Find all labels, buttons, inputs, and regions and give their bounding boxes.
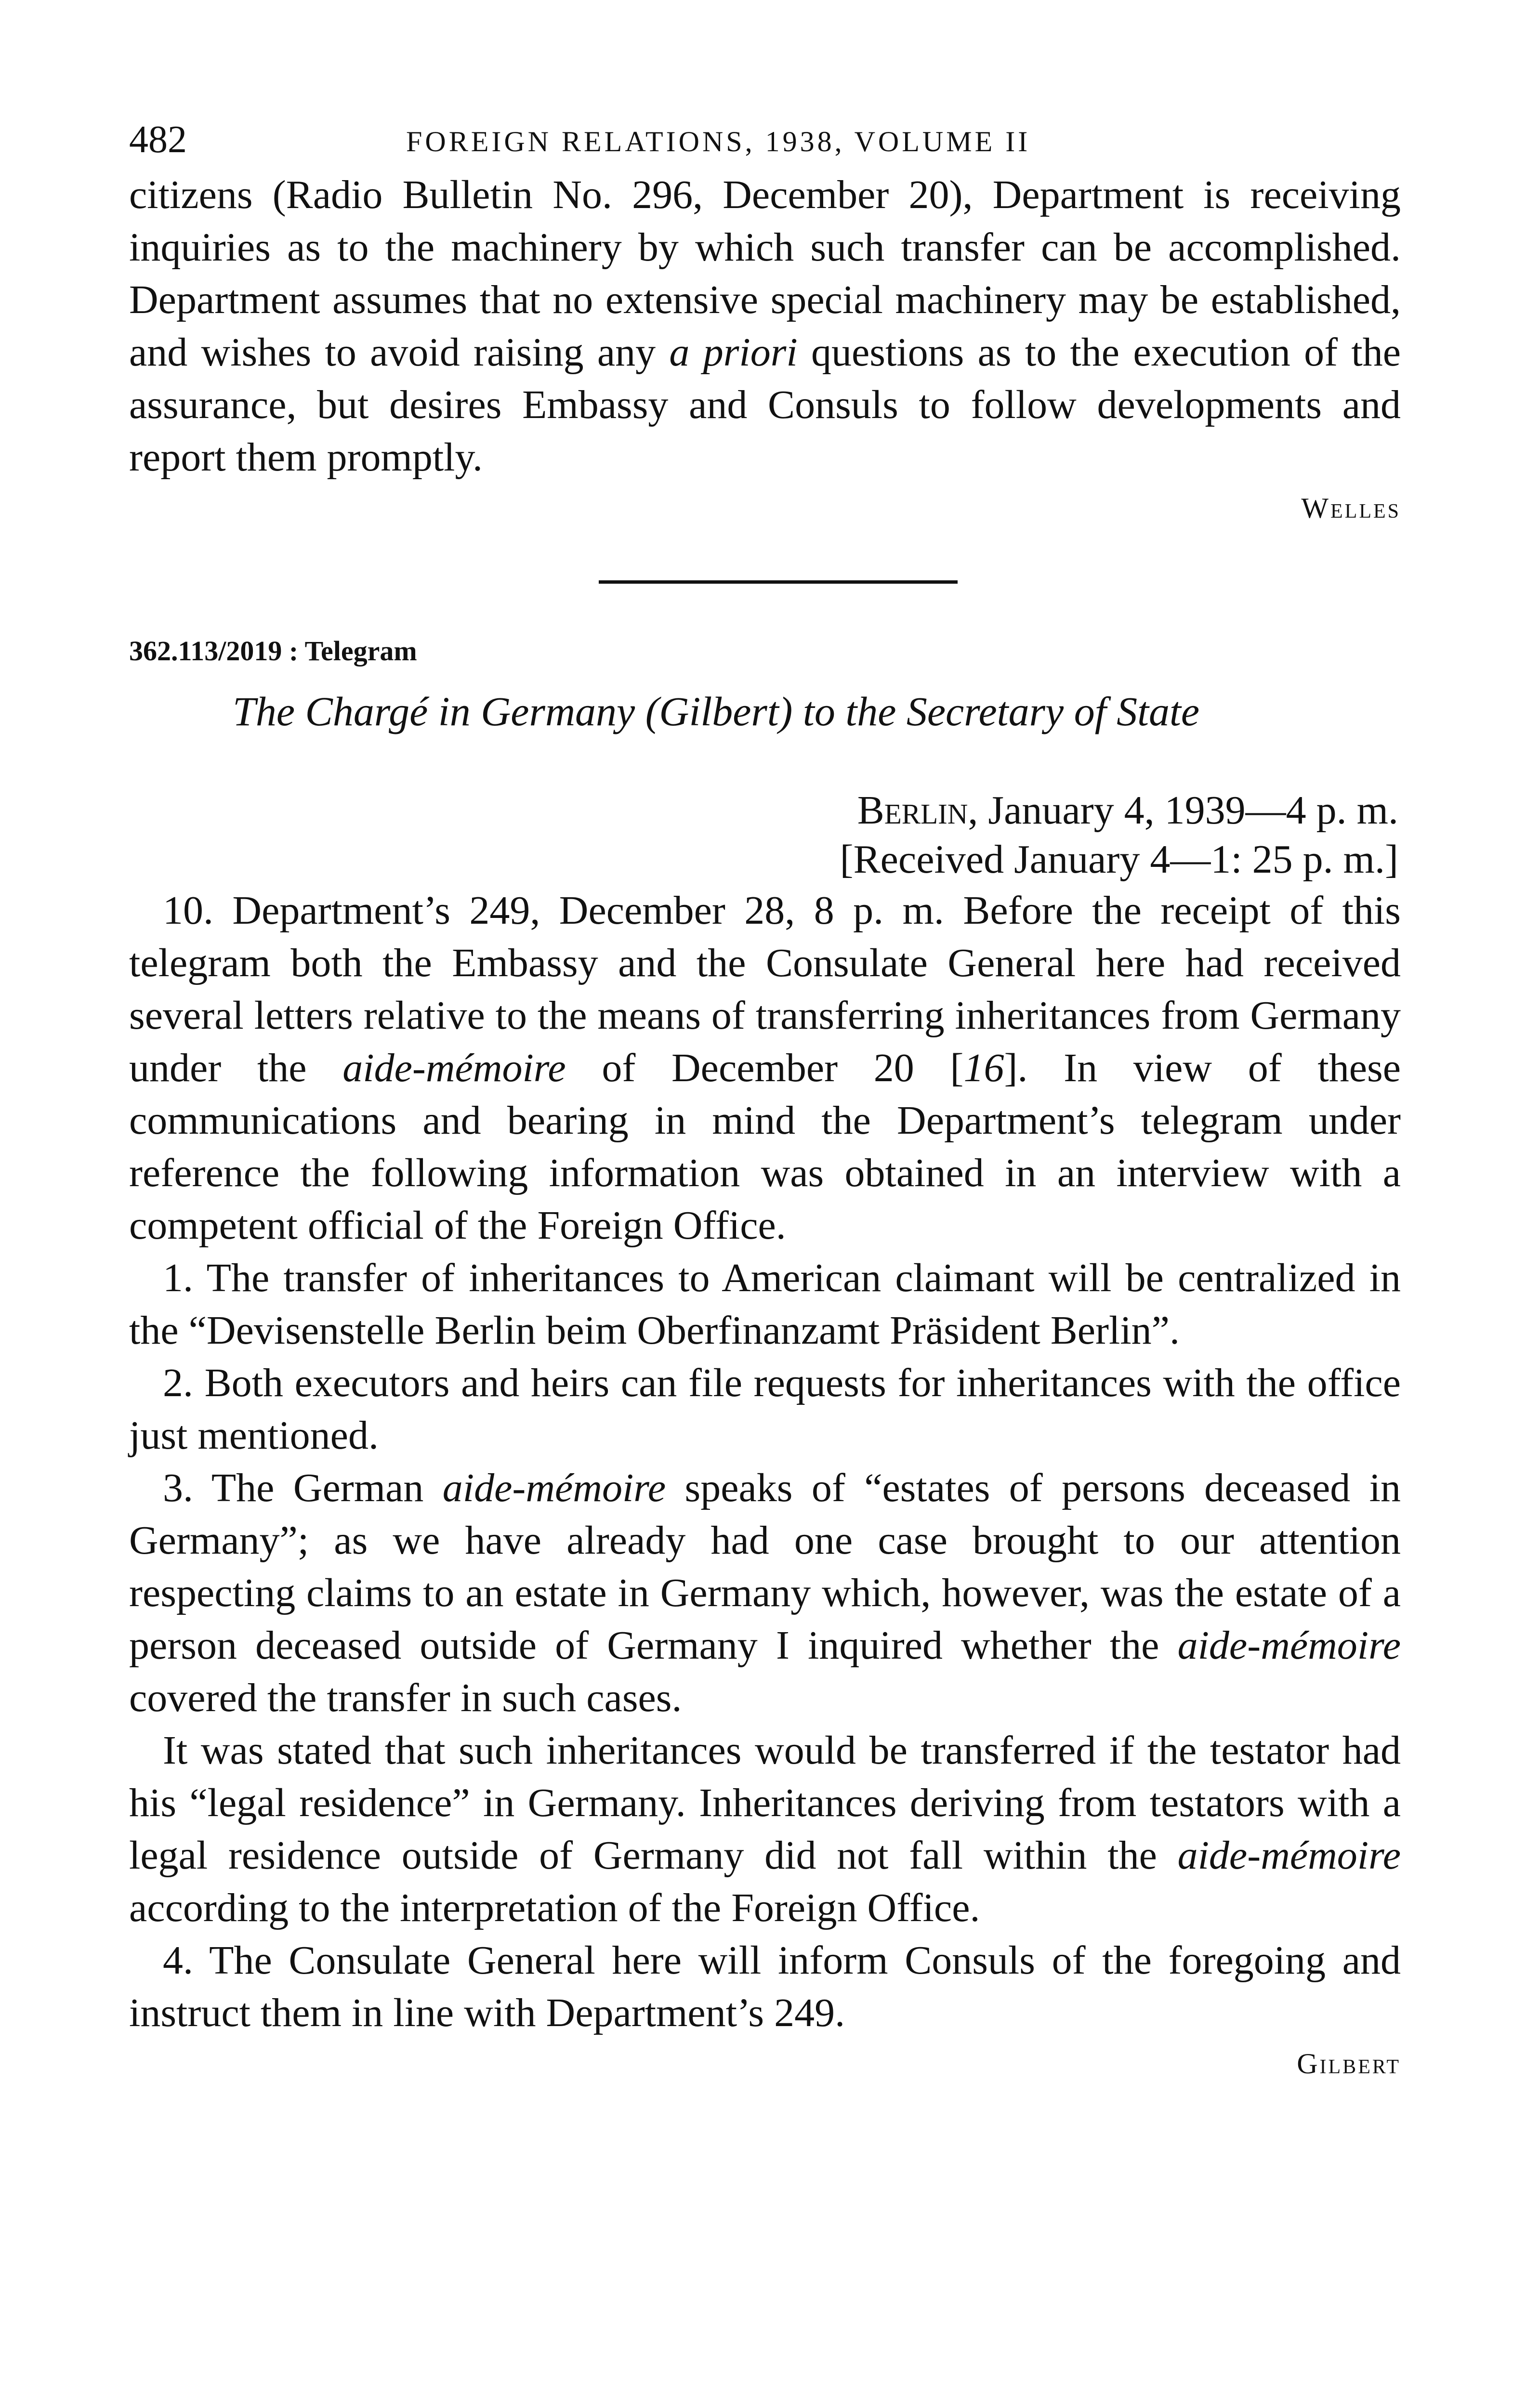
running-title: FOREIGN RELATIONS, 1938, VOLUME II: [406, 126, 1031, 157]
dateline-place: Berlin: [857, 788, 968, 833]
section-divider: [599, 580, 958, 584]
paragraph-3: 3. The German aide-mémoire speaks of “estates of persons deceased in Germany”; as we have already had one case brought to our attention respecting claims to an estate in Germany which, however, was the estate of a person deceased outside of Germany I inquired whether the aide-mémoire covered the transfer in such cases.: [129, 1466, 1401, 1720]
paragraph-legal-residence: It was stated that such inheritances would be transferred if the testator had his “legal residence” in Germany. Inheritances deriving from testators with a legal residence outside of Germany did not fall within the aide-mémoire according to the interpretation of the Foreign Office.: [129, 1728, 1401, 1930]
file-reference: 362.113/2019 : Telegram: [129, 635, 417, 667]
running-header: [129, 116, 1401, 169]
paragraph-2: 2. Both executors and heirs can file requests for inheritances with the office just mentioned.: [129, 1361, 1401, 1458]
page-number: 482: [129, 118, 187, 161]
paragraph-1: 1. The transfer of inheritances to American claimant will be centralized in the “Devisenstelle Berlin beim Oberfinanzamt Präsident Berlin”.: [129, 1256, 1401, 1353]
dateline: [129, 786, 1401, 884]
continued-paragraph: citizens (Radio Bulletin No. 296, December 20), Department is receiving inquiries as to the machinery by which such transfer can be accomplished. Department assumes that no extensive special machinery may be established, and wishes to avoid raising any a priori questions as to the execution of the assurance, but desires Embassy and Consuls to follow developments and report them promptly.: [129, 172, 1401, 480]
italic-phrase: a priori: [669, 330, 798, 375]
paragraph-4: 4. The Consulate General here will inform Consuls of the foregoing and instruct them in line with Department’s 249.: [129, 1938, 1401, 2035]
document-page: [129, 116, 1401, 2085]
signature-gilbert: Gilbert: [1297, 2048, 1401, 2080]
paragraph-10: 10. Department’s 249, December 28, 8 p. m. Before the receipt of this telegram both the Embassy and the Consulate General here had received several letters relative to the means of transferring inheritances from Germany under the aide-mémoire of December 20 [16]. In view of these communications and bearing in mind the Department’s telegram under reference the following information was obtained in an interview with a competent official of the Foreign Office.: [129, 888, 1401, 1248]
dateline-sent: Berlin, January 4, 1939—4 p. m.: [857, 788, 1398, 833]
signature-welles: Welles: [1301, 492, 1401, 524]
dateline-received: [Received January 4—1: 25 p. m.]: [840, 837, 1398, 882]
document-title: The Chargé in Germany (Gilbert) to the Secretary of State: [233, 688, 1200, 734]
